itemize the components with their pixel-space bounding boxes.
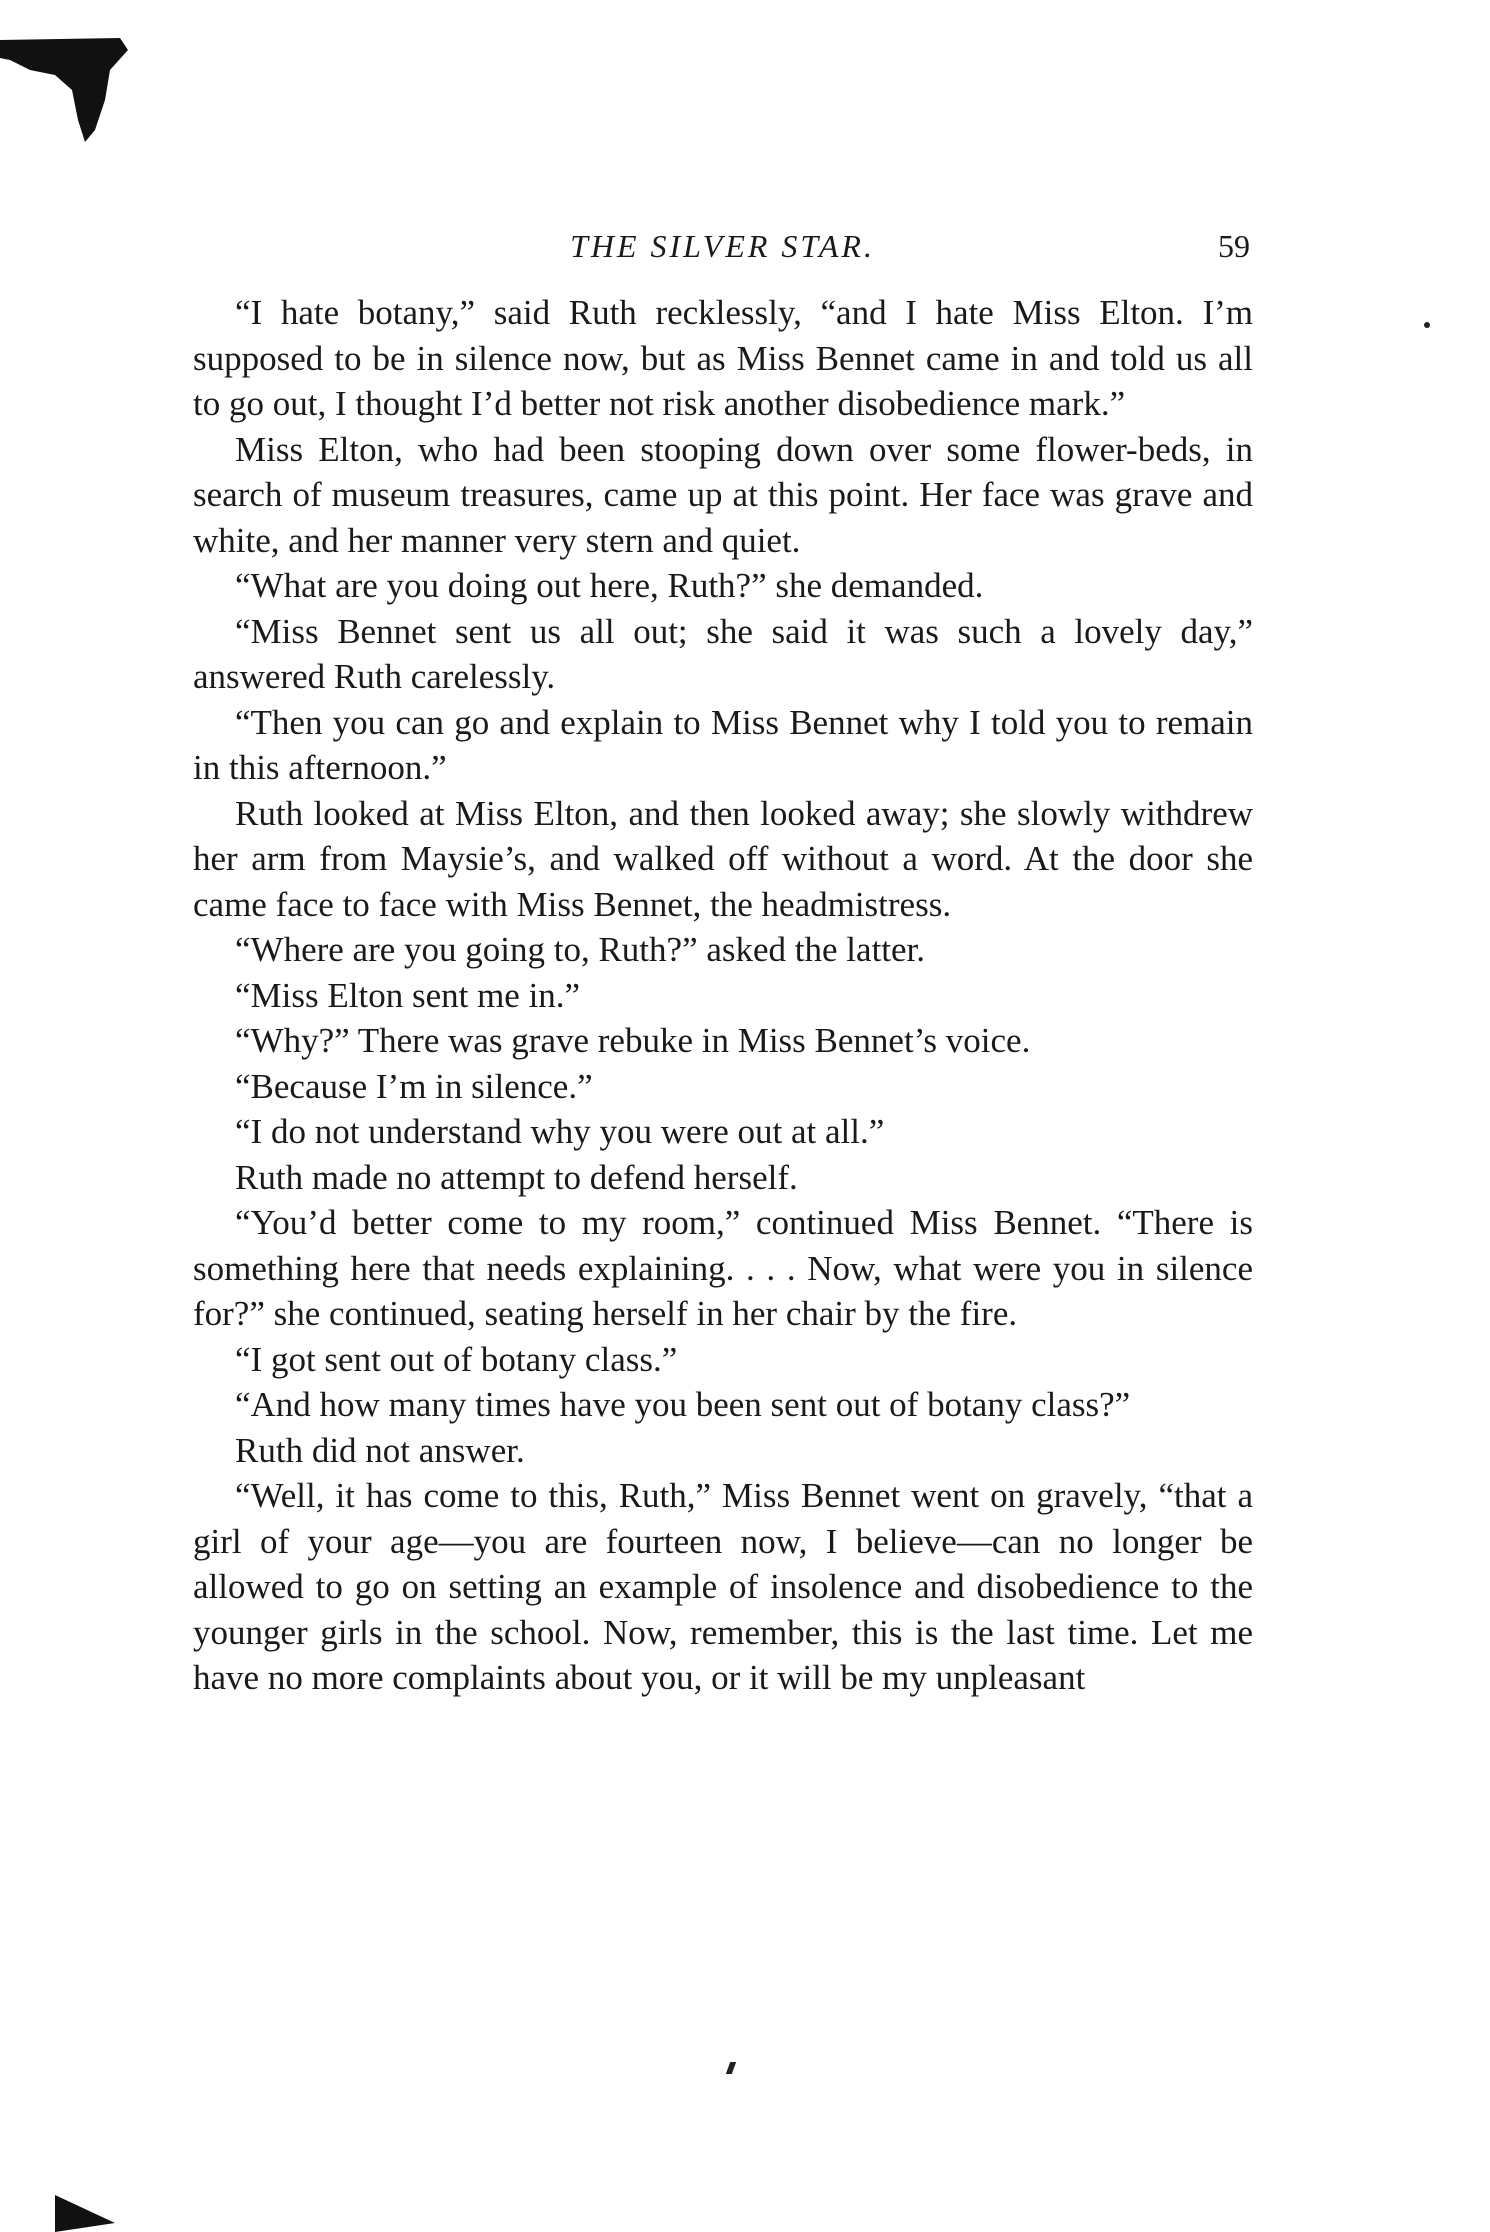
paragraph: Ruth made no attempt to defend herself. <box>235 1157 798 1197</box>
paragraph: Ruth looked at Miss Elton, and then looked away; she slowly withdrew her arm from Maysie’s, and walked off without a word. At the door she came face to face with Miss Bennet, the headmistress. <box>193 793 1253 924</box>
paragraph: “You’d better come to my room,” continued Miss Bennet. “There is something here that needs explaining. . . . Now, what were you in silence for?” she continued, seating herself in her chair by the fire. <box>193 1203 1253 1333</box>
paragraph: “Miss Elton sent me in.” <box>235 975 581 1015</box>
paragraph: “Then you can go and explain to Miss Bennet why I told you to remain in this afternoon.” <box>193 702 1253 787</box>
paragraph: “What are you doing out here, Ruth?” she demanded. <box>235 566 984 605</box>
paragraph: “Why?” There was grave rebuke in Miss Bennet’s voice. <box>235 1021 1031 1060</box>
paragraph: “I got sent out of botany class.” <box>235 1339 678 1379</box>
ink-blot-decoration <box>0 30 140 150</box>
paragraph: “Miss Bennet sent us all out; she said it was such a lovely day,” answered Ruth carelessly. <box>193 611 1253 696</box>
page-number: 59 <box>1218 228 1250 264</box>
paragraph: “And how many times have you been sent out of botany class?” <box>235 1385 1131 1424</box>
page-header <box>195 222 1250 272</box>
paragraph: Miss Elton, who had been stooping down over some flower-beds, in search of museum treasures, came up at this point. Her face was grave and white, and her manner very stern and quiet. <box>193 429 1253 560</box>
paragraph: “I do not understand why you were out at all.” <box>235 1112 885 1151</box>
paragraph: “Where are you going to, Ruth?” asked the latter. <box>235 930 926 969</box>
page-edge-arrow-decoration <box>55 2195 115 2232</box>
page-body <box>193 290 1253 1701</box>
running-title: THE SILVER STAR. <box>570 228 875 264</box>
stray-ink-mark <box>726 2062 736 2074</box>
paragraph: “Because I’m in silence.” <box>235 1066 593 1106</box>
paragraph: “I hate botany,” said Ruth recklessly, “and I hate Miss Elton. I’m supposed to be in silence now, but as Miss Bennet came in and told us all to go out, I thought I’d better not risk another disobedience mark.” <box>193 293 1253 423</box>
paragraph: Ruth did not answer. <box>235 1430 525 1470</box>
paragraph: “Well, it has come to this, Ruth,” Miss Bennet went on gravely, “that a girl of your age—you are fourteen now, I believe—can no longer be allowed to go on setting an example of insolence and disobedience to the younger girls in the school. Now, remember, this is the last time. Let me have no more complaints about you, or it will be my unpleasant <box>193 1476 1253 1697</box>
stray-ink-dot <box>1424 322 1430 328</box>
